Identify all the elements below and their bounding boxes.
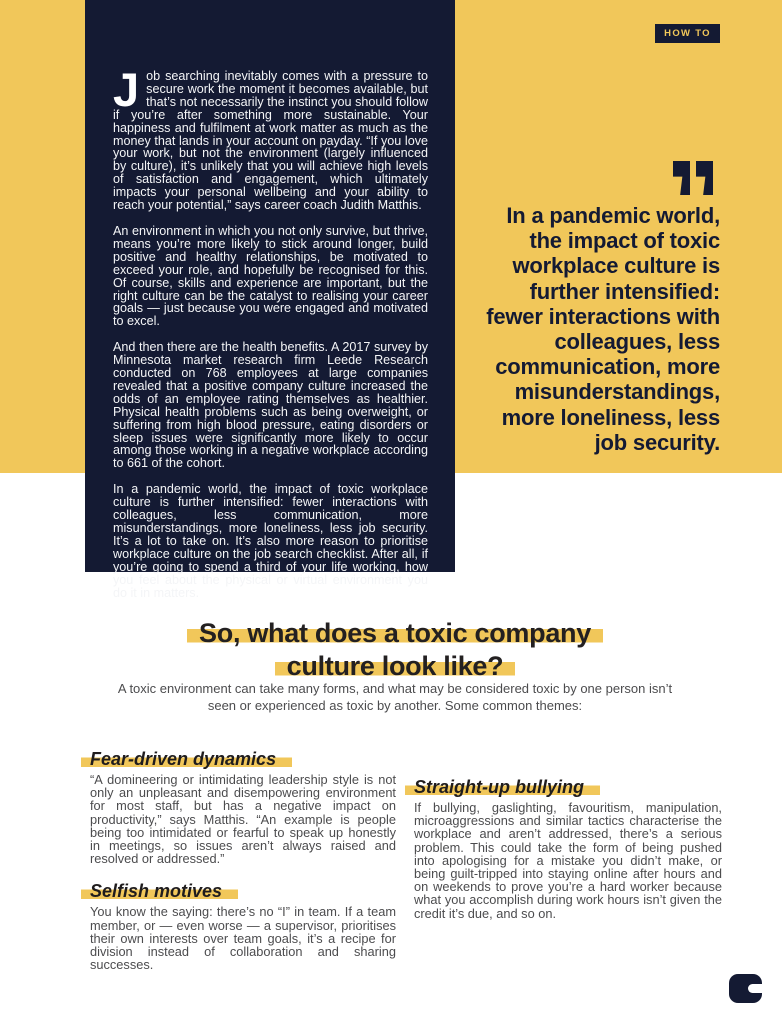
subsection-heading-fear-driven-dynamics: [90, 749, 396, 769]
article-text-panel: [85, 0, 455, 600]
subsection-body: “A domineering or intimidating leadership style is not only an unpleasant and disempowering environment for most staff, but has a negative impact on productivity,” says Matthis. “An example is people being too intimidated or fearful to speak up honestly in meetings, so issues aren’t always raised and resolved or addressed.”: [90, 772, 396, 867]
section-intro-text: A toxic environment can take many forms, and what may be considered toxic by one person isn’t seen or experienced as toxic by another. Some common themes:: [117, 681, 673, 713]
section-heading: [95, 617, 695, 683]
quote-mark-icon: [673, 161, 690, 195]
article-paragraph-text: ob searching inevitably comes with a pressure to secure work the moment it becomes available, but that’s not necessarily the instinct you should follow if you’re after something more sustainable. Your happiness and fulfilment at work matter as much as the money that lands in your account on payday. “If you love your work, but not the environment (largely influenced by culture), it’s unlikely that you will achieve high levels of satisfaction and engagement, which ultimately impacts your personal wellbeing and your ability to reach your potential,” says career coach Judith Matthis.: [113, 69, 428, 213]
article-paragraph: An environment in which you not only survive, but thrive, means you’re more likely to stick around longer, build positive and healthy relationships, be motivated to exceed your role, and hopefully be recognised for this. Of course, skills and experience are important, but the right culture can be the catalyst to realising your career goals — just because you were engaged and motivated to excel.: [113, 223, 428, 329]
brand-logo-c-icon: [729, 974, 762, 1003]
section-heading-line2: culture look like?: [275, 651, 516, 681]
subsection-heading-selfish-motives: [90, 881, 396, 901]
column-right: [414, 777, 722, 936]
quote-mark-icon: [696, 161, 713, 195]
subsection-heading-straight-up-bullying: [414, 777, 722, 797]
article-paragraph: And then there are the health benefits. A 2017 survey by Minnesota market research firm Leede Research conducted on 768 employees at large companies revealed that a positive company culture increased the odds of an employee rating themselves as healthier. Physical health problems such as being overweight, or suffering from high blood pressure, eating disorders or sleep issues were significantly more likely to occur among those working in a negative workplace according to 661 of the cohort.: [113, 340, 428, 471]
subsection-heading-label: Fear-driven dynamics: [81, 749, 292, 769]
closing-double-quote-icon: [482, 161, 720, 196]
subsection-body: If bullying, gaslighting, favouritism, manipulation, microaggressions and similar tactics characterise the workplace and aren’t addressed, there’s a serious problem. This could take the form of being pushed into apologising for a mistake you didn’t make, or being guilt-tripped into staying online after hours and on weekends to prove you’re a hard worker because what you accomplish during work hours isn’t given the credit it’s due, and so on.: [414, 800, 722, 921]
how-to-badge-label: HOW TO: [664, 28, 711, 39]
drop-cap: J: [113, 63, 140, 116]
how-to-badge: [655, 24, 720, 43]
article-paragraph: [113, 63, 428, 213]
column-left: [90, 749, 396, 987]
subsection-heading-label: Straight-up bullying: [405, 777, 600, 797]
subsection-body: You know the saying: there’s no “I” in team. If a team member, or — even worse — a supervisor, prioritises their own interests over team goals, it’s a recipe for division instead of collaboration and sharing successes.: [90, 904, 396, 973]
section-heading-line1: So, what does a toxic company: [187, 618, 603, 648]
pull-quote: [482, 161, 720, 455]
pull-quote-text: In a pandemic world, the impact of toxic workplace culture is further intensified: fewer interactions with colleagues, less communication, more misunderstandings, more loneliness, less job security.: [486, 203, 720, 455]
article-paragraph: In a pandemic world, the impact of toxic workplace culture is further intensified: fewer interactions with colleagues, less communication, more misunderstandings, more loneliness, less job security. It’s a lot to take on. It’s also more reason to prioritise workplace culture on the job search checklist. After all, if you’re going to spend a third of your life working, how you feel about the physical or virtual environment you do it in matters.: [113, 482, 428, 600]
subsection-heading-label: Selfish motives: [81, 881, 238, 901]
